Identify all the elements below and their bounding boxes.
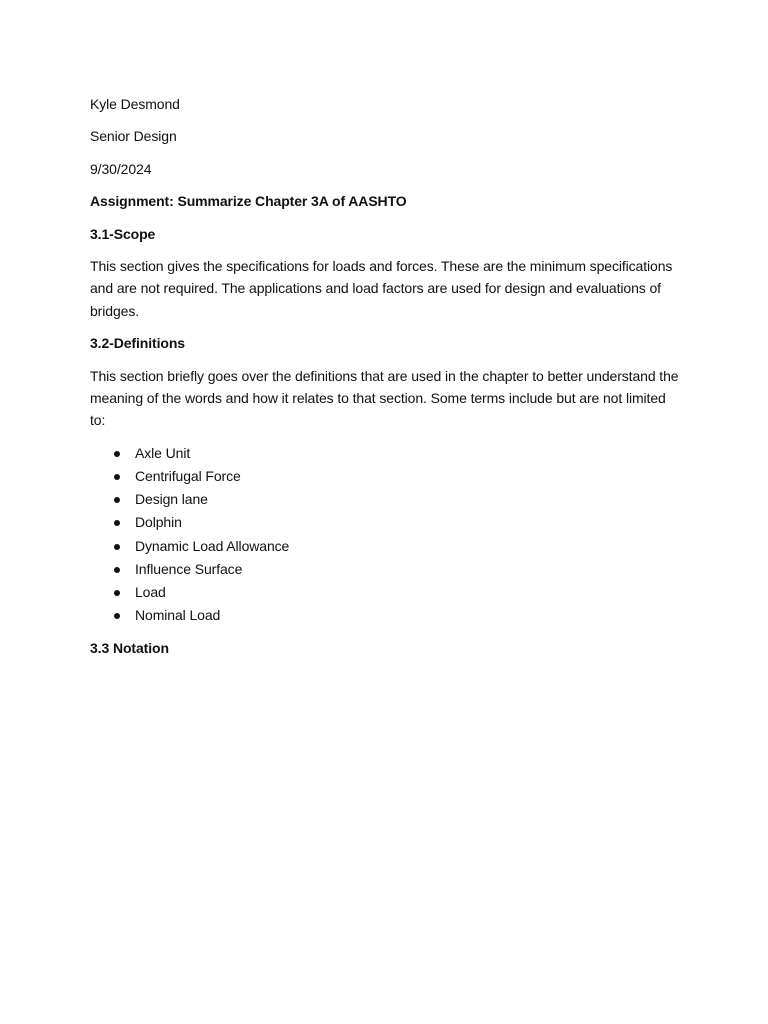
bullet-icon (114, 613, 120, 619)
list-item (90, 581, 680, 604)
list-item (90, 442, 680, 465)
list-item (90, 511, 680, 534)
term-label: Axle Unit (135, 444, 191, 461)
list-item (90, 558, 680, 581)
term-label: Dolphin (135, 514, 182, 531)
term-label: Centrifugal Force (135, 468, 241, 485)
term-label: Load (135, 584, 166, 600)
document-date: 9/30/2024 (90, 160, 152, 177)
list-item (90, 488, 680, 511)
list-item (90, 535, 680, 558)
bullet-icon (114, 567, 120, 573)
bullet-icon (114, 520, 120, 526)
bullet-icon (114, 590, 120, 596)
term-label: Nominal Load (135, 607, 221, 624)
bullet-icon (114, 544, 120, 550)
term-label: Influence Surface (135, 560, 243, 577)
scope-heading: 3.1-Scope (90, 225, 156, 242)
scope-paragraph: This section gives the specifications for loads and forces. These are the minimum specifications and are not required. The applications and load factors are used for design and evaluations of bridges. (90, 258, 673, 319)
term-label: Dynamic Load Allowance (135, 537, 290, 554)
definitions-term-list (90, 442, 680, 628)
bullet-icon (114, 497, 120, 503)
list-item (90, 465, 680, 488)
bullet-icon (114, 451, 120, 457)
definitions-paragraph: This section briefly goes over the definitions that are used in the chapter to better understand the meaning of the words and how it relates to that section. Some terms include but are not limited to: (90, 367, 679, 429)
author-name: Kyle Desmond (90, 96, 180, 112)
term-label: Design lane (135, 491, 208, 508)
bullet-icon (114, 474, 120, 480)
document-body (90, 93, 680, 670)
notation-heading: 3.3 Notation (90, 640, 169, 657)
assignment-title: Assignment: Summarize Chapter 3A of AASHTO (90, 193, 407, 210)
definitions-heading: 3.2-Definitions (90, 335, 185, 352)
list-item (90, 604, 680, 627)
course-name: Senior Design (90, 128, 177, 145)
